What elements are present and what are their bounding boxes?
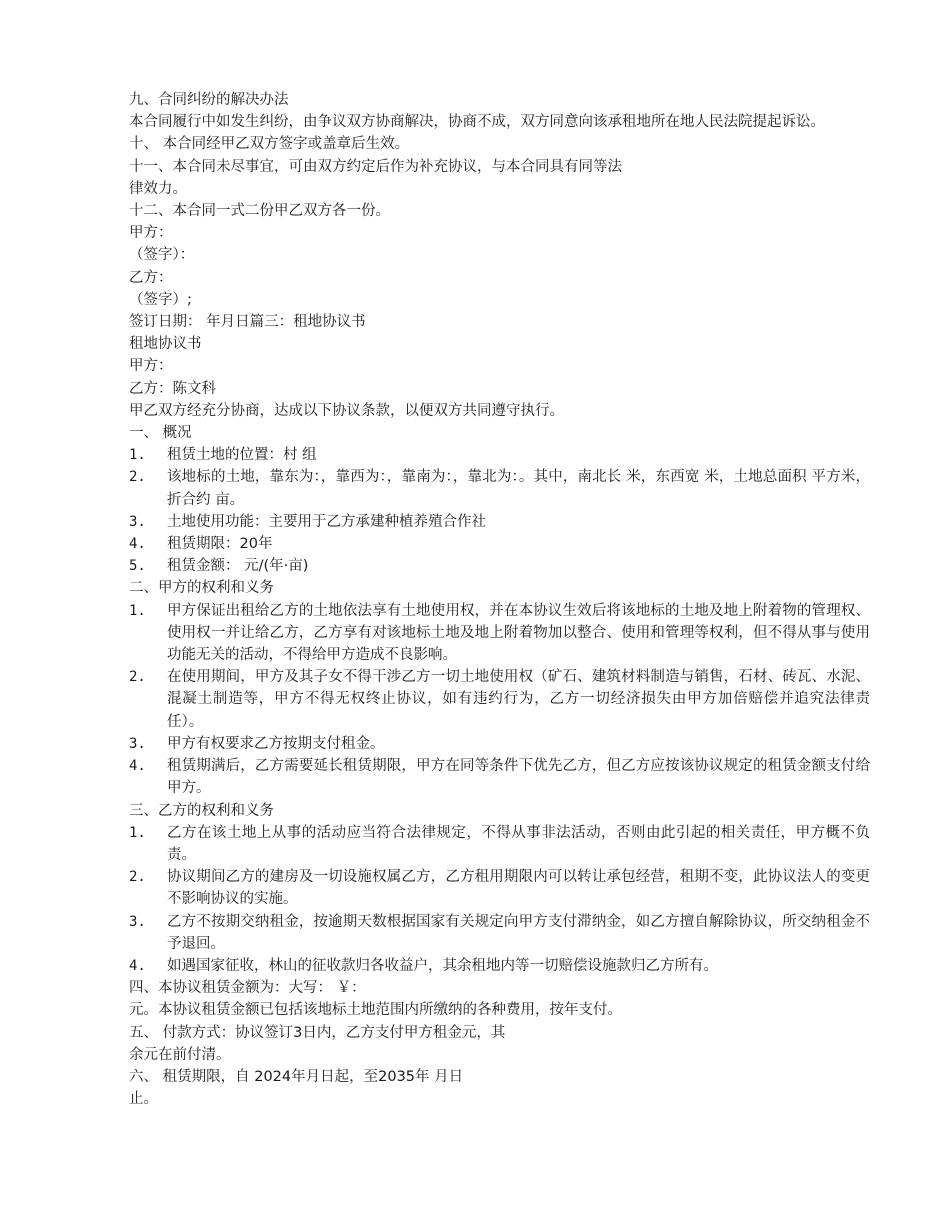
item-text: 在使用期间，甲方及其子女不得干涉乙方一切土地使用权（矿石、建筑材料制造与销售，石材、砖瓦、水泥、混凝土制造等，甲方不得无权终止协议，如有违约行为，乙方一切经济损失由甲方加倍赔偿并追究法律责任）。	[167, 669, 870, 730]
item-text: 甲方保证出租给乙方的土地依法享有土地使用权，并在本协议生效后将该地标的土地及地上附着物的管理权、使用权一并让给乙方，乙方享有对该地标土地及地上附着物加以整合、使用和管理等权利，但不得从事与使用功能无关的活动，不得给甲方造成不良影响。	[167, 602, 870, 664]
text-line: 乙方：陈文科	[129, 380, 216, 397]
numbered-item	[90, 444, 870, 466]
item-text: 协议期间乙方的建房及一切设施权属乙方，乙方租用期限内可以转让承包经营，租期不变，此协议法人的变更不影响协议的实施。	[167, 869, 870, 908]
numbered-item	[90, 533, 870, 555]
item-text: 租赁土地的位置：村 组	[167, 447, 317, 464]
item-text: 租赁期满后，乙方需要延长租赁期限，甲方在同等条件下优先乙方，但乙方应按该协议规定的租赁金额支付给甲方。	[167, 758, 870, 797]
item-number: 4.	[129, 536, 146, 553]
item-number: 3.	[129, 913, 146, 930]
text-line: 元。本协议租赁金额已包括该地标土地范围内所缴纳的各种费用，按年支付。	[129, 1002, 622, 1019]
text-line: 九、合同纠纷的解决办法	[129, 92, 289, 108]
numbered-item	[90, 666, 870, 733]
text-line: 十二、本合同一式二份甲乙双方各一份。	[129, 203, 390, 220]
item-number: 1.	[129, 447, 146, 464]
numbered-item	[90, 555, 870, 577]
item-text: 该地标的土地，靠东为：，靠西为：，靠南为：，靠北为：。其中，南北长 米，东西宽 米，土地总面积 平方米，折合约 亩。	[167, 469, 870, 508]
text-line: 签订日期： 年月日篇三：租地协议书	[129, 314, 366, 331]
text-line: （签字）：	[129, 247, 195, 264]
numbered-item	[90, 600, 870, 667]
numbered-item	[90, 822, 870, 866]
item-number: 2.	[129, 669, 146, 686]
paragraph: 本合同履行中如发生纠纷，由争议双方协商解决，协商不成，双方同意向该承租地所在地人民法院提起诉讼。	[129, 114, 825, 131]
item-number: 2.	[129, 469, 146, 486]
text-line: 甲方：	[129, 358, 173, 375]
item-number: 5.	[129, 558, 146, 575]
item-text: 甲方有权要求乙方按期支付租金。	[167, 735, 385, 752]
item-text: 乙方在该土地上从事的活动应当符合法律规定，不得从事非法活动，否则由此引起的相关责任，甲方概不负责。	[167, 824, 870, 863]
text-line: 三、乙方的权利和义务	[129, 802, 274, 819]
text-line: 乙方：	[129, 269, 173, 286]
text-line: 二、甲方的权利和义务	[129, 580, 274, 597]
text-line: 止。	[129, 1091, 158, 1108]
text-line: 十、 本合同经甲乙双方签字或盖章后生效。	[129, 136, 410, 153]
numbered-item	[90, 955, 870, 977]
item-number: 2.	[129, 869, 146, 886]
text-line: （签字）;	[129, 291, 192, 308]
text-line: 四、本协议租赁金额为：大写： ￥：	[129, 980, 366, 997]
text-line: 甲乙双方经充分协商，达成以下协议条款，以便双方共同遵守执行。	[129, 402, 564, 419]
document-body	[90, 89, 870, 1110]
numbered-item	[90, 755, 870, 799]
item-number: 4.	[129, 758, 146, 775]
item-text: 乙方不按期交纳租金，按逾期天数根据国家有关规定向甲方支付滞纳金，如乙方擅自解除协议，所交纳租金不予退回。	[167, 913, 870, 952]
text-line: 租地协议书	[129, 336, 202, 353]
numbered-item	[90, 911, 870, 955]
text-line: 六、 租赁期限，自 2024年月日起，至2035年 月日	[129, 1068, 464, 1085]
text-line: 五、 付款方式：协议签订3日内，乙方支付甲方租金元，其	[129, 1024, 506, 1041]
item-number: 1.	[129, 824, 146, 841]
item-text: 如遇国家征收，林山的征收款归各收益户，其余租地内等一切赔偿设施款归乙方所有。	[167, 957, 718, 974]
item-text: 租赁期限：20年	[167, 536, 273, 553]
text-line: 十一、本合同未尽事宜，可由双方约定后作为补充协议，与本合同具有同等法	[129, 158, 622, 175]
item-text: 土地使用功能：主要用于乙方承建种植养殖合作社	[167, 513, 486, 530]
text-line: 律效力。	[129, 180, 187, 197]
item-number: 1.	[129, 602, 146, 619]
text-line: 一、 概况	[129, 425, 192, 442]
item-number: 4.	[129, 957, 146, 974]
item-number: 3.	[129, 513, 146, 530]
text-line: 余元在前付清。	[129, 1046, 231, 1063]
numbered-item	[90, 466, 870, 510]
item-text: 租赁金额： 元/(年·亩)	[167, 558, 309, 575]
text-line: 甲方：	[129, 225, 173, 242]
numbered-item	[90, 511, 870, 533]
numbered-item	[90, 733, 870, 755]
item-number: 3.	[129, 735, 146, 752]
numbered-item	[90, 866, 870, 910]
